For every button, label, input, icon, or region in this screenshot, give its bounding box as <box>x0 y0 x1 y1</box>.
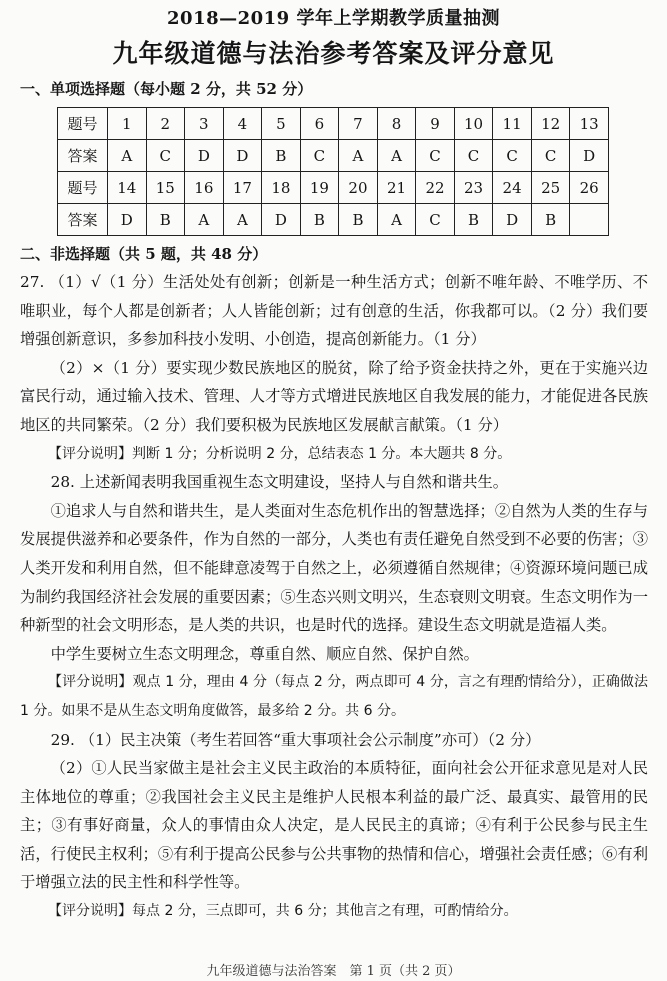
row-label: 题号 <box>58 108 108 140</box>
question-number-cell: 21 <box>377 172 416 204</box>
answer-cell: B <box>454 204 493 236</box>
answer-cell: A <box>185 204 224 236</box>
question-number-cell: 4 <box>223 108 262 140</box>
question-number-cell: 14 <box>108 172 147 204</box>
question-number-cell: 6 <box>300 108 339 140</box>
question-number-cell: 7 <box>339 108 378 140</box>
q29-part2: （2）①人民当家做主是社会主义民主政治的本质特征，面向社会公开征求意见是对人民主体地位的尊重；②我国社会主义民主是维护人民根本利益的最广泛、最真实、最管用的民主；③有事好商量，众人的事情由众人决定，是人民民主的真谛；④有利于公民参与民主生活，行使民主权利；⑤有利于提高公民参与公共事物的热情和信心，增强社会责任感；⑥有利于增强立法的民主性和科学性等。 <box>20 759 648 892</box>
question-number-cell: 13 <box>570 108 609 140</box>
question-number-cell: 25 <box>531 172 570 204</box>
question-number-cell: 5 <box>262 108 301 140</box>
table-row-answers-1 <box>58 140 609 172</box>
answers-body <box>20 268 648 926</box>
answer-cell: C <box>531 140 570 172</box>
question-number-cell: 17 <box>223 172 262 204</box>
answer-cell: A <box>377 204 416 236</box>
q28-students: 中学生要树立生态文明理念，尊重自然、顺应自然、保护自然。 <box>50 644 479 663</box>
question-number-cell: 8 <box>377 108 416 140</box>
answer-table <box>57 107 609 236</box>
q27-part2: （2）×（1 分）要实现少数民族地区的脱贫，除了给予资金扶持之外，更在于实施兴边富民行动，通过输入技术、管理、人才等方式增进民族地区自我发展的能力，才能促进各民族地区的共同繁荣。（2 分）我们要积极为民族地区发展献言献策。（1 分） <box>20 358 648 434</box>
question-number-cell: 23 <box>454 172 493 204</box>
answer-cell: B <box>531 204 570 236</box>
section2-heading: 二、非选择题（共 5 题，共 48 分） <box>20 245 268 263</box>
question-number-cell: 1 <box>108 108 147 140</box>
q29-scoring-note: 【评分说明】每点 2 分，三点即可，共 6 分；其他言之有理，可酌情给分。 <box>48 903 518 920</box>
question-number-cell: 16 <box>185 172 224 204</box>
table-row-answers-2 <box>58 204 609 236</box>
question-number-cell: 15 <box>146 172 185 204</box>
answer-cell: C <box>300 140 339 172</box>
page-footer: 九年级道德与法治答案 第 1 页（共 2 页） <box>206 964 461 979</box>
answer-cell: A <box>339 140 378 172</box>
answer-cell: B <box>300 204 339 236</box>
answer-cell: C <box>416 204 455 236</box>
question-number-cell: 19 <box>300 172 339 204</box>
answer-cell: B <box>146 204 185 236</box>
answer-cell: B <box>262 140 301 172</box>
q28-reasons: ①追求人与自然和谐共生，是人类面对生态危机作出的智慧选择；②自然为人类的生存与发展提供滋养和必要条件，作为自然的一部分，人类也有责任避免自然受到不必要的伤害；③人类开发和利用自然，但不能肆意凌驾于自然之上，必须遵循自然规律；④资源环境问题已成为制约我国经济社会发展的重要因素；⑤生态兴则文明兴，生态衰则文明衰。生态文明作为一种新型的社会文明形态，是人类的共识，也是时代的选择。建设生态文明就是造福人类。 <box>20 501 648 635</box>
answer-cell: D <box>493 204 532 236</box>
answer-cell: C <box>454 140 493 172</box>
question-number-cell: 10 <box>454 108 493 140</box>
answer-cell: C <box>146 140 185 172</box>
answer-cell: D <box>108 204 147 236</box>
table-row-question-numbers-2 <box>58 172 609 204</box>
section1-heading: 一、单项选择题（每小题 2 分，共 52 分） <box>20 80 313 98</box>
question-number-cell: 18 <box>262 172 301 204</box>
answer-cell: D <box>185 140 224 172</box>
q27-scoring-note: 【评分说明】判断 1 分；分析说明 2 分，总结表态 1 分。本大题共 8 分。 <box>48 445 512 462</box>
answer-cell: A <box>377 140 416 172</box>
answer-cell: B <box>339 204 378 236</box>
q28-intro: 28. 上述新闻表明我国重视生态文明建设，坚持人与自然和谐共生。 <box>50 473 509 492</box>
question-number-cell: 24 <box>493 172 532 204</box>
q27-part1: 27. （1）√（1 分）生活处处有创新；创新是一种生活方式；创新不唯年龄、不唯学历、不唯职业，每个人都是创新者；人人皆能创新；过有创意的生活，你我都可以。（2 分）我们要增强创新意识，多参加科技小发明、小创造，提高创新能力。（1 分） <box>20 273 648 349</box>
q29-part1: 29. （1）民主决策（考生若回答“重大事项社会公示制度”亦可）（2 分） <box>50 730 541 749</box>
row-label: 答案 <box>58 140 108 172</box>
answer-cell: C <box>493 140 532 172</box>
answer-cell: C <box>416 140 455 172</box>
exam-title: 2018—2019 学年上学期教学质量抽测 <box>167 8 500 29</box>
question-number-cell: 22 <box>416 172 455 204</box>
row-label: 题号 <box>58 172 108 204</box>
row-label: 答案 <box>58 204 108 236</box>
answer-cell: D <box>223 140 262 172</box>
table-row-question-numbers-1 <box>58 108 609 140</box>
answer-cell <box>570 204 609 236</box>
question-number-cell: 20 <box>339 172 378 204</box>
answer-cell: D <box>570 140 609 172</box>
question-number-cell: 9 <box>416 108 455 140</box>
question-number-cell: 12 <box>531 108 570 140</box>
q28-scoring-note: 【评分说明】观点 1 分，理由 4 分（每点 2 分，两点即可 4 分，言之有理酌情给分），正确做法 1 分。如果不是从生态文明角度做答，最多给 2 分。共 6 分。 <box>20 674 648 719</box>
answer-cell: A <box>108 140 147 172</box>
question-number-cell: 26 <box>570 172 609 204</box>
answer-cell: A <box>223 204 262 236</box>
document-title: 九年级道德与法治参考答案及评分意见 <box>112 39 555 68</box>
question-number-cell: 2 <box>146 108 185 140</box>
answer-cell: D <box>262 204 301 236</box>
question-number-cell: 11 <box>493 108 532 140</box>
question-number-cell: 3 <box>185 108 224 140</box>
